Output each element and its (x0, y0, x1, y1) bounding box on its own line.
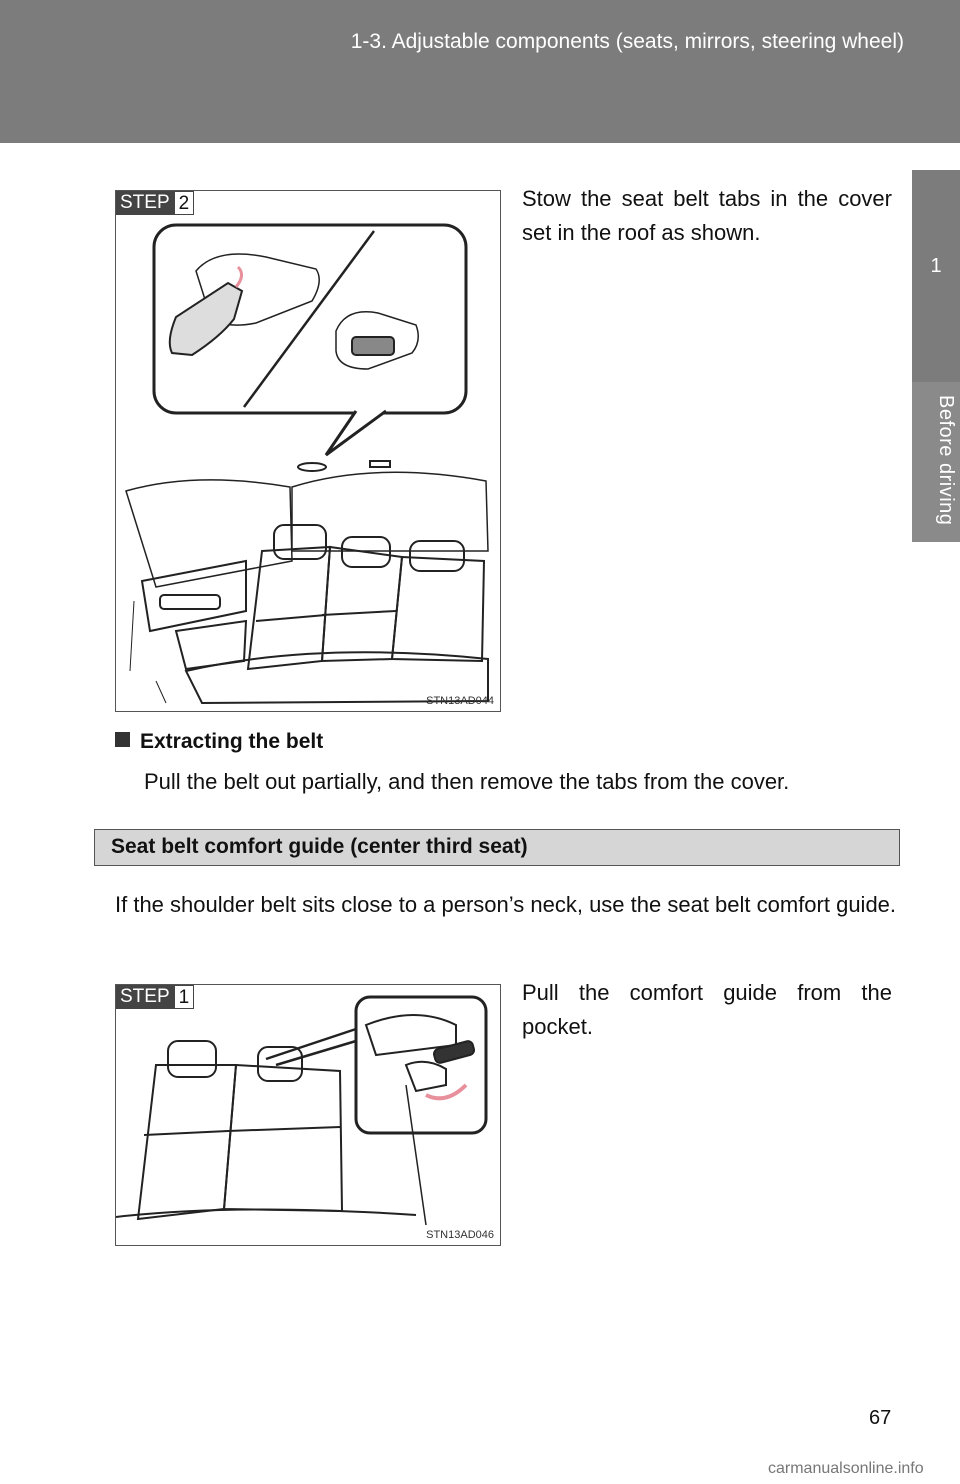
step-2-badge (116, 191, 194, 215)
step-word: STEP (116, 191, 174, 215)
bullet-square-icon (115, 732, 130, 747)
step-word: STEP (116, 985, 174, 1009)
step-number: 2 (174, 191, 195, 215)
figure-seat-belt-stow (115, 190, 501, 712)
header-title: 1-3. Adjustable components (seats, mirrors, steering wheel) (350, 30, 904, 53)
step-1-text: Pull the comfort guide from the pocket. (522, 980, 892, 1039)
step-1-badge (116, 985, 194, 1009)
section-intro: If the shoulder belt sits close to a person’s neck, use the seat belt comfort guide. (115, 892, 897, 917)
comfort-guide-illustration (116, 985, 500, 1245)
figure-code: STN13AD046 (426, 1229, 494, 1241)
chapter-tab-number: 1 (930, 255, 942, 277)
extracting-heading (115, 730, 323, 754)
step-2-text: Stow the seat belt tabs in the cover set in the roof as shown. (522, 186, 892, 245)
figure-comfort-guide (115, 984, 501, 1246)
extracting-heading-text: Extracting the belt (140, 730, 324, 753)
watermark: carmanualsonline.info (768, 1460, 924, 1477)
page-number: 67 (869, 1407, 892, 1429)
extracting-body: Pull the belt out partially, and then remove the tabs from the cover. (144, 769, 790, 794)
section-title-bar (94, 829, 900, 866)
figure-code: STN13AD044 (426, 695, 494, 707)
section-title: Seat belt comfort guide (center third seat) (111, 835, 528, 858)
chapter-tab-label: Before driving (935, 395, 957, 526)
page-header (0, 0, 960, 143)
step-number: 1 (174, 985, 195, 1009)
rear-seat-illustration (116, 191, 500, 711)
